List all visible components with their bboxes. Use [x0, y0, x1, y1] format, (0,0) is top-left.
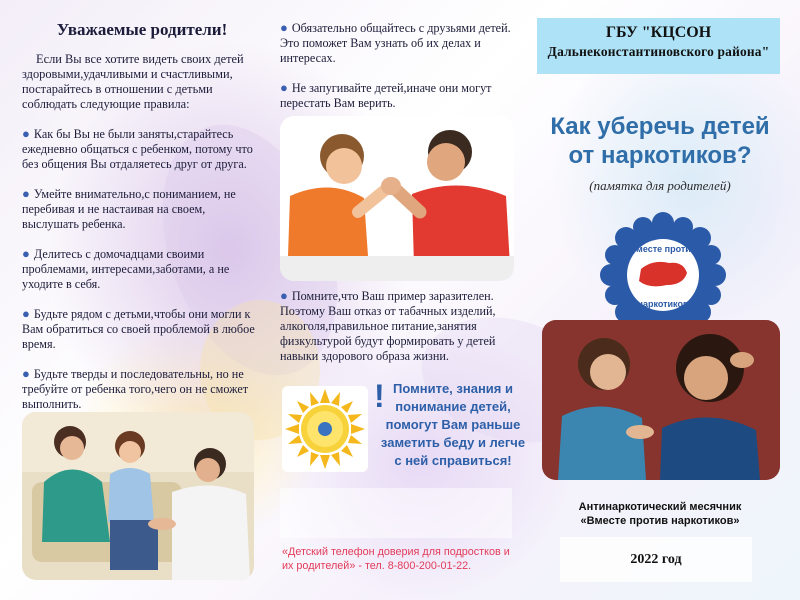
bullet-icon: ●	[280, 80, 288, 95]
bullet-icon: ●	[22, 246, 30, 261]
sun-logo	[282, 386, 368, 472]
helpline-text: «Детский телефон доверия для подростков и их родителей» - тел. 8-800-200-01-22.	[282, 546, 510, 572]
middle-column-lower	[280, 288, 520, 378]
rule-item: ● Будьте рядом с детьми,чтобы они могли к Вам обратиться со своей проблемой в любое время.	[22, 306, 255, 351]
rule-item: ● Не запугивайте детей,иначе они могут перестать Вам верить.	[280, 80, 492, 110]
organization-header	[537, 18, 780, 74]
brochure-title: Как уберечь детей от наркотиков?	[550, 113, 770, 169]
campaign-info	[560, 500, 760, 528]
blank-panel	[280, 488, 512, 538]
bullet-icon: ●	[280, 20, 288, 35]
remember-message: Помните, знания и понимание детей, помогут Вам раньше заметить беду и легче с ней справиться!	[380, 381, 526, 468]
bullet-icon: ●	[22, 306, 30, 321]
mother-daughter-photo	[542, 320, 780, 480]
rule-item: ● Будьте тверды и последовательны, но не требуйте от ребенка того,чего он не сможет выполнить.	[22, 366, 249, 411]
rule-item: ● Как бы Вы не были заняты,старайтесь ежедневно общаться с ребенком, потому что без общения Вы отдаляетесь друг от друга.	[22, 126, 253, 171]
year-label: 2022 год	[560, 537, 752, 582]
arm-wrestling-photo	[280, 116, 514, 281]
emblem-text-top: Вместе против	[629, 244, 697, 254]
campaign-line1: Антинаркотический месячник	[578, 501, 742, 513]
brochure-subtitle: (памятка для родителей)	[589, 178, 731, 193]
emblem-text-bottom: наркотиков	[637, 299, 689, 309]
rule-item: ● Помните,что Ваш пример заразителен. Поэтому Ваш отказ от табачных изделий, алкоголя,правильное питание,занятия физкультурой будут формировать у детей навыки здорового образа жизни.	[280, 288, 496, 363]
bullet-icon: ●	[22, 186, 30, 201]
exclamation-icon: !	[374, 378, 385, 414]
greeting-title: Уважаемые родители!	[56, 20, 228, 39]
middle-column	[280, 20, 520, 125]
org-name-line1: ГБУ "КЦСОН	[605, 24, 712, 41]
bullet-icon: ●	[280, 288, 288, 303]
bullet-icon: ●	[22, 126, 30, 141]
intro-paragraph: Если Вы все хотите видеть своих детей здоровыми,удачливыми и счастливыми, постарайтесь в отношении с детьми соблюдать следующие правила:	[22, 52, 244, 111]
rule-item: ● Делитесь с домочадцами своими проблемами, интересами,заботами, а не уходите в себя.	[22, 246, 230, 291]
org-name-line2: Дальнеконстантиновского района"	[547, 44, 770, 59]
left-column	[22, 20, 262, 426]
family-photo	[22, 412, 254, 580]
campaign-line2: «Вместе против наркотиков»	[580, 515, 740, 527]
rule-item: ● Умейте внимательно,с пониманием, не перебивая и не настаивая на своем, выслушать ребенка.	[22, 186, 236, 231]
bullet-icon: ●	[22, 366, 30, 381]
rule-item: ● Обязательно общайтесь с друзьями детей. Это поможет Вам узнать об их делах и интересах.	[280, 20, 511, 65]
